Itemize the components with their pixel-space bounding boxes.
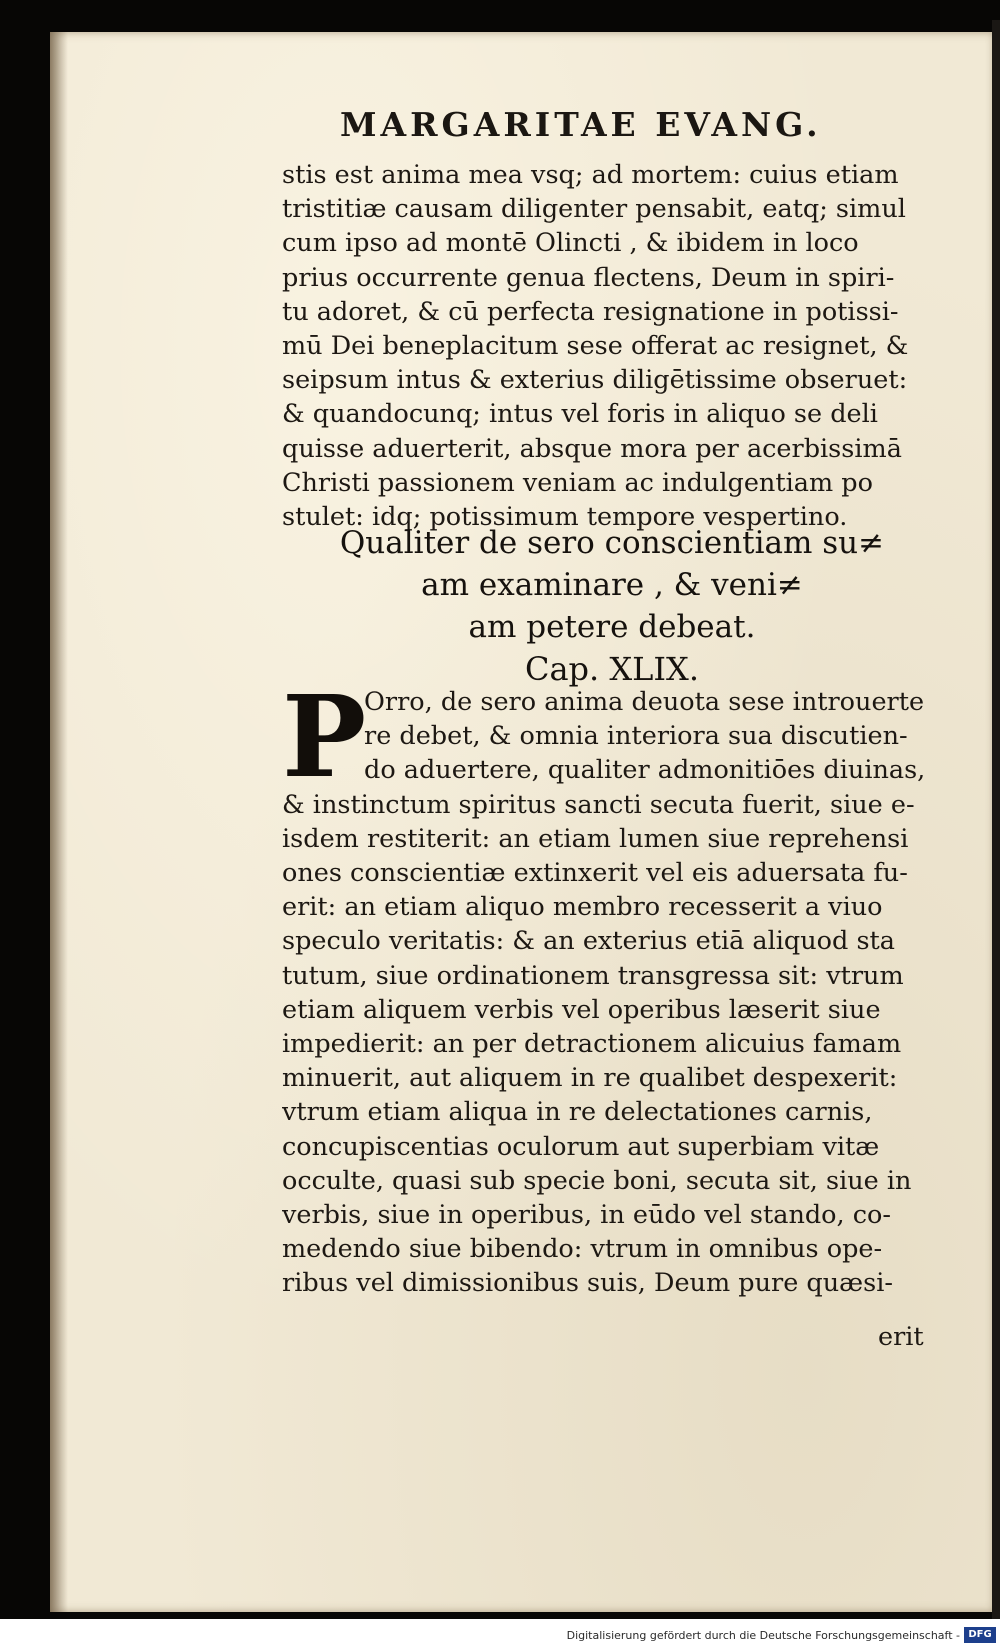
text-line: tristitiæ causam diligenter pensabit, eatq; simul (282, 194, 906, 225)
text-line: erit: an etiam aliquo membro recesserit a viuo (282, 892, 883, 923)
heading-line: am examinare , & veni≠ (421, 567, 803, 603)
text-line: Christi passionem veniam ac indulgentiam po (282, 467, 873, 498)
dfg-logo: DFG (964, 1627, 996, 1643)
body-text-block (282, 158, 942, 534)
text-line: do aduertere, qualiter admonitiōes diuinas, (364, 755, 926, 786)
text-line: minuerit, aut aliquem in re qualibet despexerit: (282, 1063, 898, 1094)
text-line: ones conscientiæ extinxerit vel eis aduersata fu- (282, 858, 908, 889)
text-line: speculo veritatis: & an exterius etiā aliquod sta (282, 926, 895, 957)
drop-cap-initial: P (282, 672, 367, 803)
text-line: & instinctum spiritus sancti secuta fuerit, siue e- (282, 789, 915, 820)
text-line: ribus vel dimissionibus suis, Deum pure quæsi- (282, 1268, 893, 1299)
text-line: re debet, & omnia interiora sua discutien- (364, 721, 908, 752)
chapter-heading (282, 522, 942, 690)
page-edge (992, 20, 1000, 1620)
heading-line: am petere debeat. (468, 609, 756, 645)
text-line: tu adoret, & cū perfecta resignatione in potissi- (282, 296, 899, 327)
text-line: vtrum etiam aliqua in re delectationes carnis, (282, 1097, 873, 1128)
heading-line: Qualiter de sero conscientiam su≠ (339, 525, 885, 561)
text-line: mū Dei beneplacitum sese offerat ac resignet, & (282, 331, 909, 362)
running-head: MARGARITAE EVANG. (340, 105, 822, 144)
text-line: occulte, quasi sub specie boni, secuta sit, siue in (282, 1165, 912, 1196)
page-gutter-shadow (50, 32, 68, 1612)
text-line: impedierit: an per detractionem alicuius famam (282, 1029, 902, 1060)
text-line: concupiscentias oculorum aut superbiam vitæ (282, 1131, 880, 1162)
chapter-text-block (282, 672, 942, 1301)
catchword: erit (878, 1322, 924, 1352)
text-line: stulet: idq; potissimum tempore vespertino. (282, 502, 848, 533)
text-line: & quandocunq; intus vel foris in aliquo se deli (282, 399, 878, 430)
text-line: etiam aliquem verbis vel operibus læserit siue (282, 994, 881, 1025)
text-line: stis est anima mea vsq; ad mortem: cuius etiam (282, 160, 899, 190)
text-line: prius occurrente genua flectens, Deum in spiri- (282, 262, 895, 293)
text-line: Orro, de sero anima deuota sese introuerte (364, 687, 925, 717)
footer-credit: Digitalisierung gefördert durch die Deutsche Forschungsgemeinschaft - (566, 1629, 960, 1642)
text-line: tutum, siue ordinationem transgressa sit: vtrum (282, 960, 904, 991)
text-line: isdem restiterit: an etiam lumen siue reprehensi (282, 823, 909, 854)
text-line: medendo siue bibendo: vtrum in omnibus ope- (282, 1234, 883, 1265)
text-line: seipsum intus & exterius diligētissime obseruet: (282, 365, 908, 396)
text-line: verbis, siue in operibus, in eūdo vel stando, co- (282, 1200, 891, 1231)
chapter-number: Cap. XLIX. (524, 650, 699, 688)
text-line: quisse aduerterit, absque mora per acerbissimā (282, 433, 902, 464)
text-line: cum ipso ad montē Olincti , & ibidem in loco (282, 228, 859, 259)
